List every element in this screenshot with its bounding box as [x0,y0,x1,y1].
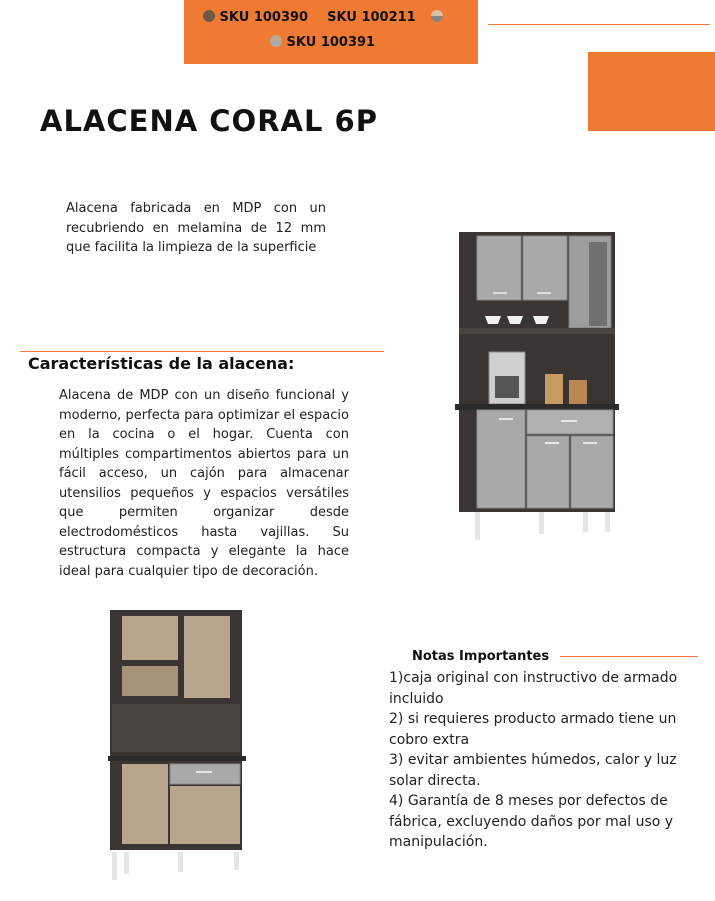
features-paragraph: Alacena de MDP con un diseño funcional y moderno, perfecta para optimizar el espacio en la cocina o el hogar. Cuenta con múltiples compartimentos abiertos para un fácil acceso, un cajón para almacenar utensilios pequeños y espacios versátiles que permiten organizar desde electrodomésticos hasta vajillas. Su estructura compacta y elegante la hace ideal para cualquier tipo de decoración. [59,388,349,579]
note-item: 2) si requieres producto armado tiene un cobro extra [389,711,677,748]
note-item: 4) Garantía de 8 meses por defectos de fábrica, excluyendo daños por mal uso y manipulación. [389,793,674,850]
accent-block [588,52,715,131]
features-heading: Características de la alacena: [28,354,295,373]
sku-1: SKU 100390 [219,10,309,25]
sku-row-1 [203,10,443,25]
intro-paragraph: Alacena fabricada en MDP con un recubriendo en melamina de 12 mm que facilita la limpieza de la superficie [66,201,326,255]
sku-3: SKU 100391 [286,35,376,50]
notes-rule [560,656,698,657]
cabinet-open-image [108,608,248,884]
sku-banner [184,0,478,64]
color-swatch-icon [431,10,443,22]
notes-heading: Notas Importantes [412,649,550,664]
color-swatch-icon [203,10,215,22]
cabinet-closed-image [455,228,625,548]
color-swatch-icon [270,35,282,47]
note-item: 1)caja original con instructivo de armado incluido [389,670,678,707]
notes-list [389,668,701,853]
sku-2: SKU 100211 [327,10,416,25]
page-title: ALACENA CORAL 6P [40,104,378,138]
note-item: 3) evitar ambientes húmedos, calor y luz solar directa. [389,752,677,789]
decorative-rule [488,24,710,25]
section-rule [20,351,384,352]
sku-row-2 [270,35,375,50]
